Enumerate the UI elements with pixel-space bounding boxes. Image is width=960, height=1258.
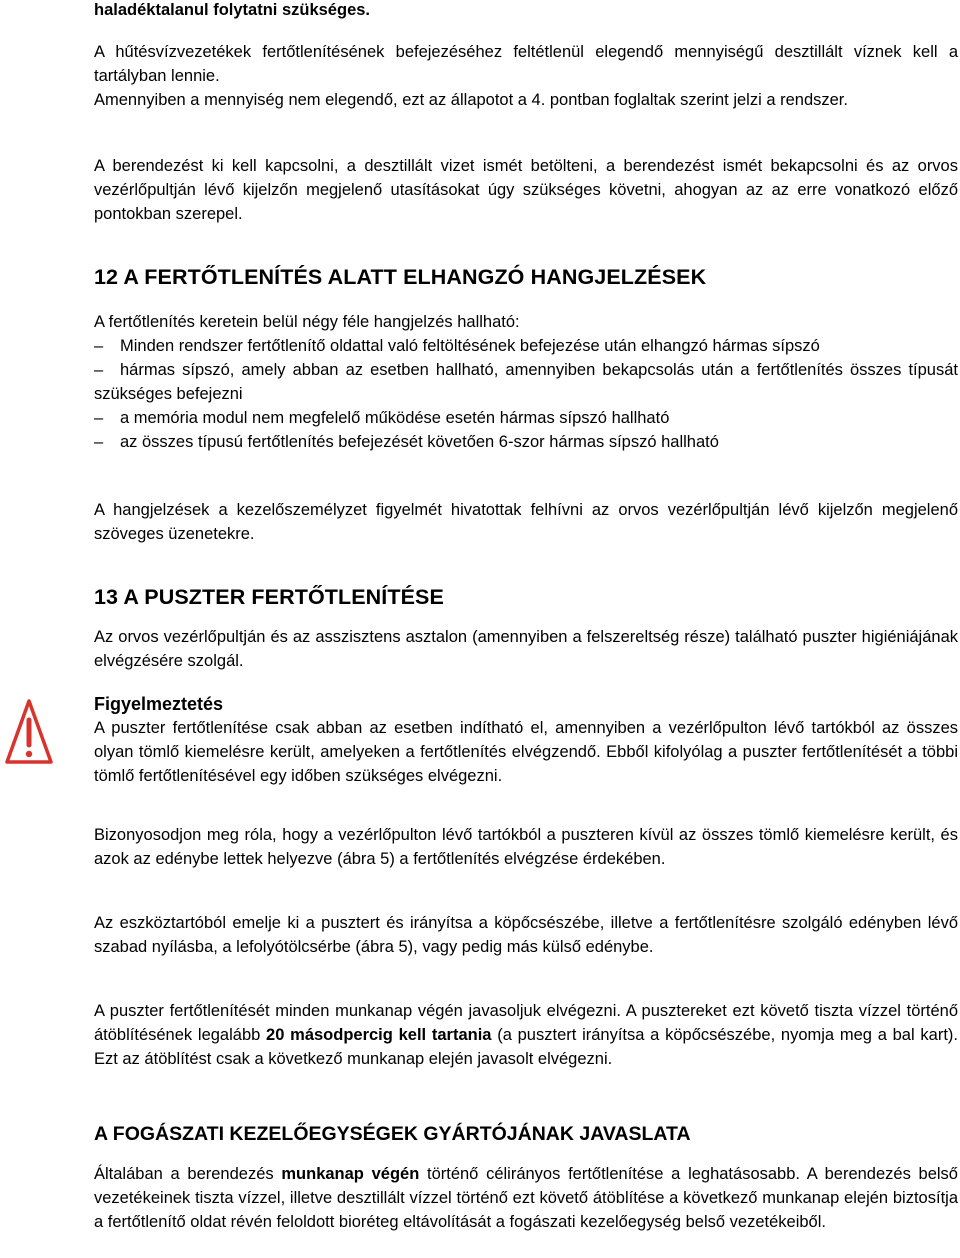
continuation-line: haladéktalanul folytatni szükséges. [94, 1, 371, 19]
daily-text-a: A puszter fertőtlenítését minden munkanap végén javasoljuk elvégezni. A pusztereket ezt követő tiszta vízzel történő átöblítésének legalább [94, 1002, 958, 1044]
paragraph-ensure-hoses: Bizonyosodjon meg róla, hogy a vezérlőpulton lévő tartókból a puszteren kívül az összes tömlő kiemelésre került, és azok az edénybe lettek helyezve (ábra 5) a fertőtlenítés elvégzése érdekében. [94, 826, 958, 868]
list-item [94, 334, 958, 358]
section-13-heading: 13 A PUSZTER FERTŐTLENÍTÉSE [94, 585, 444, 609]
list-item [94, 406, 958, 430]
dash-bullet: – [94, 361, 104, 379]
list-item-text: az összes típusú fertőtlenítés befejezését követően 6-szor hármas sípszó hallható [120, 433, 719, 451]
paragraph-daily-disinfection [94, 999, 958, 1071]
paragraph-restart-instructions: A berendezést ki kell kapcsolni, a desztillált vizet ismét betölteni, a berendezést ismét bekapcsolni és az orvos vezérlőpultján lévő kijelzőn megjelenő utasításokat úgy szükséges követni, ahogyan az az erre vonatkozó előző pontokban szerepel. [94, 157, 958, 223]
sound-signals-closing: A hangjelzések a kezelőszemélyzet figyelmét hivatottak felhívni az orvos vezérlőpultján lévő kijelzőn megjelenő szöveges üzenetekre. [94, 501, 958, 543]
warning-title: Figyelmeztetés [94, 694, 224, 714]
puszter-intro: Az orvos vezérlőpultján és az asszisztens asztalon (amennyiben a felszereltség része) található puszter higiéniájának elvégzésére szolgál. [94, 628, 958, 670]
list-item-text: Minden rendszer fertőtlenítő oldattal való feltöltésének befejezése után elhangzó hármas sípszó [120, 337, 820, 355]
paragraph-coolant-distilled-water: A hűtésvízvezetékek fertőtlenítésének befejezéséhez feltétlenül elegendő mennyiségű desztillált víznek kell a tartályban lennie. [94, 43, 958, 85]
sound-signals-intro: A fertőtlenítés keretein belül négy féle hangjelzés hallható: [94, 313, 520, 331]
manufacturer-text-a: Általában a berendezés [94, 1165, 282, 1183]
warning-triangle-icon [4, 698, 54, 766]
section-12-heading: 12 A FERTŐTLENÍTÉS ALATT ELHANGZÓ HANGJELZÉSEK [94, 265, 707, 289]
dash-bullet: – [94, 433, 104, 451]
daily-text-b: (a pusztert irányítsa a köpőcsészébe, nyomja meg a bal kart). Ezt az átöblítést csak a következő munkanap elején javasolt elvégezni. [94, 1026, 958, 1068]
list-item-text: hármas sípszó, amely abban az esetben hallható, amennyiben bekapcsolás után a fertőtlenítés összes típusát szükséges befejezni [94, 361, 958, 403]
paragraph-insufficient-quantity: Amennyiben a mennyiség nem elegendő, ezt az állapotot a 4. pontban foglaltak szerint jelzi a rendszer. [94, 91, 848, 109]
manufacturer-text-b: történő célirányos fertőtlenítése a leghatásosabb. A berendezés belső vezetékeinek tiszta vízzel, illetve desztillált vízzel történő ezt követő átöblítése a következő munkanap elején biztosítja a fertőtlenítő oldat révén feloldott bioréteg eltávolítását a fogászati kezelőegység belső vezetékeiből. [94, 1165, 958, 1231]
dash-bullet: – [94, 337, 104, 355]
dash-bullet: – [94, 409, 104, 427]
list-item [94, 358, 958, 406]
sound-signals-list [94, 334, 958, 454]
paragraph-lift-puszter: Az eszköztartóból emelje ki a pusztert és irányítsa a köpőcsészébe, illetve a fertőtlenítésre szolgáló edényben lévő szabad nyílásba, a lefolyótölcsérbe (ábra 5), vagy pedig más külső edénybe. [94, 914, 958, 956]
list-item-text: a memória modul nem megfelelő működése esetén hármas sípszó hallható [120, 409, 670, 427]
daily-text-bold: 20 másodpercig kell tartania [266, 1026, 492, 1044]
paragraph-manufacturer-recommendation [94, 1162, 958, 1234]
manufacturer-text-bold: munkanap végén [281, 1165, 420, 1183]
manufacturer-heading: A FOGÁSZATI KEZELŐEGYSÉGEK GYÁRTÓJÁNAK JAVASLATA [94, 1123, 691, 1145]
list-item [94, 430, 958, 454]
warning-text: A puszter fertőtlenítése csak abban az esetben indítható el, amennyiben a vezérlőpulton lévő tartókból az összes olyan tömlő kiemelésre került, amelyeken a fertőtlenítés elvégzendő. Ebből kifolyólag a puszter fertőtlenítését a többi tömlő fertőtlenítésével egy időben szükséges elvégezni. [94, 719, 958, 785]
